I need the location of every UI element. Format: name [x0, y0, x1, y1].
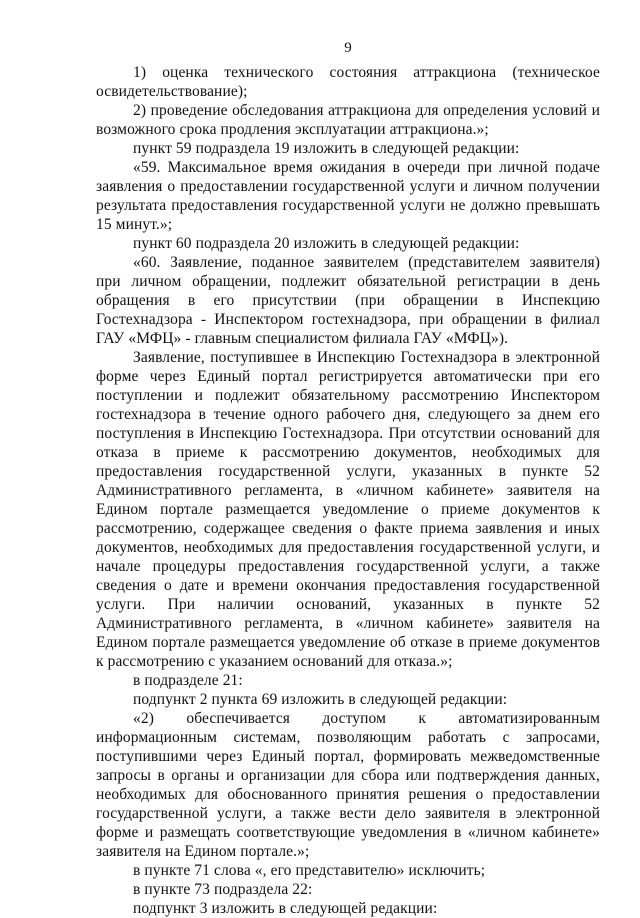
paragraph-item-59: «59. Максимальное время ожидания в очереди при личной подаче заявления о предоставлении государственной услуги и личном получении результата предоставления государственной услуги не должно превышать 15 минут.»; [96, 159, 600, 233]
paragraph-instruction-69: подпункт 2 пункта 69 изложить в следующей редакции: [133, 691, 508, 708]
paragraph-item-60: «60. Заявление, поданное заявителем (представителем заявителя) при личном обращении, подлежит обязательной регистрации в день обращения в его присутствии (при обращении в Инспекцию Гостехнадзора - Инспектором гостехнадзора, при обращении в филиал ГАУ «МФЦ» - главным специалистом филиала ГАУ «МФЦ»). [96, 254, 600, 347]
paragraph-item-71: в пункте 71 слова «, его представителю» исключить; [133, 862, 486, 879]
paragraph-subitem-3: подпункт 3 изложить в следующей редакции: [133, 900, 438, 917]
document-page [96, 40, 600, 918]
paragraph-subitem-2: 2) проведение обследования аттракциона для определения условий и возможного срока продления эксплуатации аттракциона.»; [96, 102, 600, 138]
paragraph-subitem-1: 1) оценка технического состояния аттракциона (техническое освидетельствование); [96, 64, 600, 100]
paragraph-electronic-registration: Заявление, поступившее в Инспекцию Гостехнадзора в электронной форме через Единый портал регистрируется автоматически при его поступлении и подлежит обязательному рассмотрению Инспектором гостехнадзора в течение одного рабочего дня, следующего за днем его поступления в Инспекцию Гостехнадзора. При отсутствии оснований для отказа в приеме к рассмотрению документов, необходимых для предоставления государственной услуги, указанных в пункте 52 Административного регламента, в «личном кабинете» заявителя на Едином портале размещается уведомление о приеме документов к рассмотрению, содержащее сведения о факте приема заявления и иных документов, необходимых для предоставления государственной услуги, и начале процедуры предоставления государственной услуги, а также сведения о дате и времени окончания предоставления государственной услуги. При наличии оснований, указанных в пункте 52 Административного регламента, в «личном кабинете» заявителя на Едином портале размещается уведомление об отказе в приеме документов к рассмотрению с указанием оснований для отказа.»; [96, 349, 600, 670]
paragraph-instruction-59: пункт 59 подраздела 19 изложить в следующей редакции: [133, 140, 520, 157]
paragraph-item-73: в пункте 73 подраздела 22: [133, 881, 313, 898]
paragraph-subitem-69-2: «2) обеспечивается доступом к автоматизированным информационным системам, позволяющим работать с запросами, поступившими через Единый портал, формировать межведомственные запросы в органы и организации для сбора или подтверждения данных, необходимых для обоснованного принятия решения о предоставлении государственной услуги, а также вести дело заявителя в электронной форме и размещать соответствующие уведомления в «личном кабинете» заявителя на Едином портале.»; [96, 710, 600, 860]
paragraph-subsection-21: в подразделе 21: [133, 672, 243, 689]
paragraph-instruction-60: пункт 60 подраздела 20 изложить в следующей редакции: [133, 235, 520, 252]
page-number: 9 [344, 40, 352, 56]
